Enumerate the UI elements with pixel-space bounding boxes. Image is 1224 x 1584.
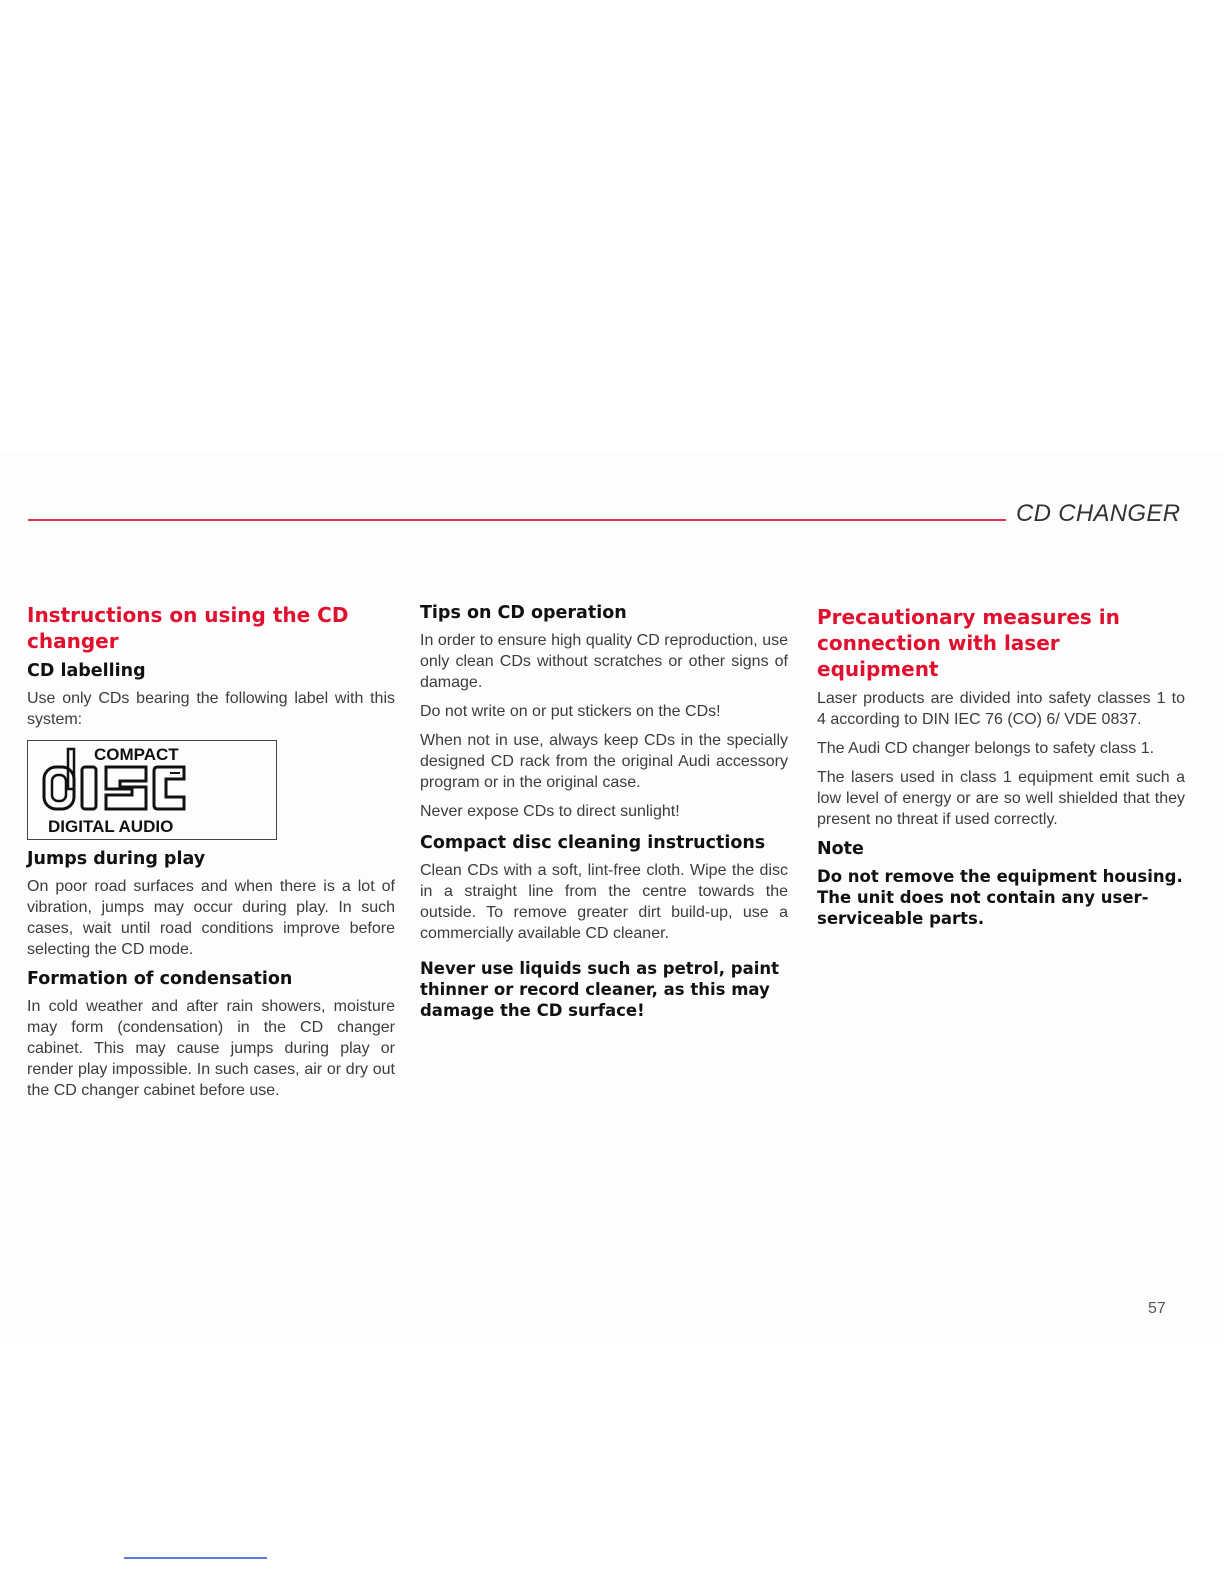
jumps-text: On poor road surfaces and when there is a lot of vibration, jumps may occur during play. In such cases, wait until road conditions improve before selecting the CD mode. bbox=[27, 878, 395, 958]
header-rule bbox=[28, 519, 1006, 521]
tips-paragraph-1: In order to ensure high quality CD reproduction, use only clean CDs without scratches or other signs of damage. bbox=[420, 632, 788, 691]
liquids-warning: Never use liquids such as petrol, paint thinner or record cleaner, as this may damage the CD surface! bbox=[420, 959, 780, 1020]
page-number: 57 bbox=[1148, 1300, 1166, 1317]
instructions-heading: Instructions on using the CD changer bbox=[27, 603, 349, 653]
condensation-heading: Formation of condensation bbox=[27, 969, 293, 989]
disc-logo-icon bbox=[34, 745, 224, 817]
laser-precautions-heading: Precautionary measures in connection with laser equipment bbox=[817, 605, 1120, 681]
column-right bbox=[817, 604, 1185, 937]
note-heading: Note bbox=[817, 839, 864, 859]
bottom-link-underline[interactable] bbox=[124, 1557, 267, 1559]
logo-compact-text: COMPACT bbox=[94, 745, 179, 764]
tips-paragraph-4: Never expose CDs to direct sunlight! bbox=[420, 803, 680, 820]
tips-paragraph-2: Do not write on or put stickers on the CDs! bbox=[420, 703, 721, 720]
laser-paragraph-3: The lasers used in class 1 equipment emit such a low level of energy or are so well shielded that they present no threat if used correctly. bbox=[817, 769, 1185, 828]
condensation-text: In cold weather and after rain showers, moisture may form (condensation) in the CD changer cabinet. This may cause jumps during play or render play impossible. In such cases, air or dry out the CD changer cabinet before use. bbox=[27, 998, 395, 1099]
compact-disc-logo bbox=[27, 740, 277, 840]
tips-paragraph-3: When not in use, always keep CDs in the specially designed CD rack from the original Audi accessory program or in the original case. bbox=[420, 732, 788, 791]
column-left bbox=[27, 602, 395, 1109]
column-middle bbox=[420, 602, 788, 1029]
cleaning-heading: Compact disc cleaning instructions bbox=[420, 833, 766, 853]
laser-paragraph-1: Laser products are divided into safety classes 1 to 4 according to DIN IEC 76 (CO) 6/ VDE 0837. bbox=[817, 690, 1185, 728]
logo-digital-audio-text: DIGITAL AUDIO bbox=[48, 817, 174, 836]
cleaning-text: Clean CDs with a soft, lint-free cloth. Wipe the disc in a straight line from the centre towards the outside. To remove greater dirt build-up, use a commercially available CD cleaner. bbox=[420, 862, 788, 942]
note-text: Do not remove the equipment housing. The unit does not contain any user-serviceable parts. bbox=[817, 867, 1183, 928]
laser-paragraph-2: The Audi CD changer belongs to safety class 1. bbox=[817, 740, 1155, 757]
tips-heading: Tips on CD operation bbox=[420, 603, 627, 623]
section-title: CD CHANGER bbox=[1016, 500, 1181, 527]
cd-labelling-text: Use only CDs bearing the following label with this system: bbox=[27, 690, 395, 728]
jumps-heading: Jumps during play bbox=[27, 849, 206, 869]
cd-labelling-heading: CD labelling bbox=[27, 661, 146, 681]
